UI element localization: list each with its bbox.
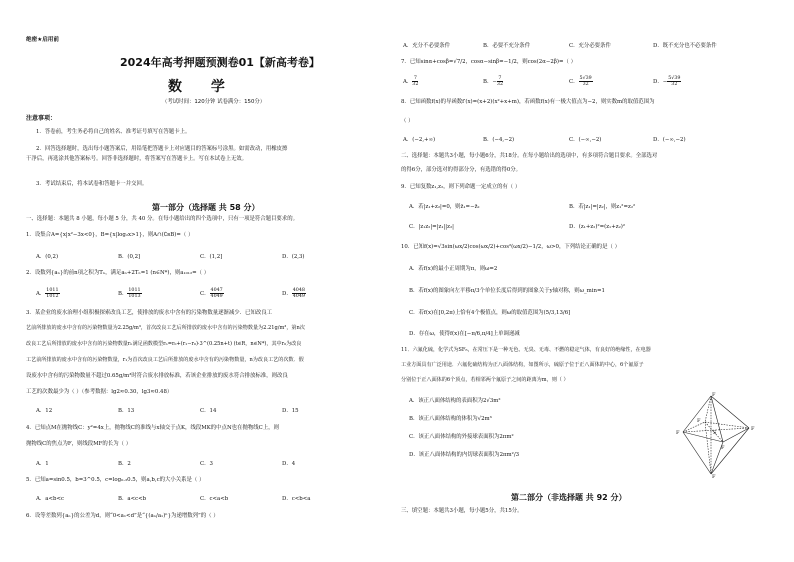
option-letter: C． <box>569 79 579 85</box>
fraction <box>127 288 141 299</box>
fraction <box>45 288 59 299</box>
q10-option-c: C．若f(x)在[0,2π)上恰有4个极值点，则ω的取值范围为(5/3,13/6] <box>409 310 571 316</box>
q6-option-a: A．充分不必要条件 <box>403 43 451 49</box>
q9-option-d: D．(z₁+z₂)²=(z₁+z₂)² <box>569 224 626 230</box>
q11-option-d: D．该正八面体结构的内切球表面积为2πm²/3 <box>409 452 520 458</box>
q8-option-b: B．(−4,−2) <box>483 137 515 143</box>
denominator: 32 <box>412 82 419 87</box>
question-1-stem: 1．设集合A={x|x²−3x<0}，B={x|log₂x>1}，则A∩(∁ʀB)=（ ） <box>26 232 194 238</box>
sign: − <box>662 79 668 85</box>
q6-option-c: C．充分必要条件 <box>569 43 611 49</box>
numerator: 7 <box>498 76 502 81</box>
question-3-line: 工艺的次数最少为（ ）（参考数据：lg2≈0.30，lg3≈0.48） <box>26 389 173 395</box>
question-3-line: 艺前所排放的废水中含有的污染物数量为2.25g/m³，首次改良工艺后所排放的废水中含有的污染物数量为2.21g/m³，第n次 <box>26 325 305 331</box>
q10-option-d: D．存在ω，使得f(x)在[−π/6,π/4]上单调递减 <box>409 331 520 337</box>
fraction <box>292 288 306 299</box>
numerator: 5√39 <box>668 76 681 81</box>
q7-option-c <box>569 76 593 87</box>
question-2-stem: 2．设数列{aₙ}的前n项之积为Tₙ，满足aₙ+2Tₙ=1 (n∈N*)，则a₁₀₁₂=（ ） <box>26 270 210 276</box>
q3-option-b: B．13 <box>118 408 135 414</box>
subject-title: 数 学 <box>168 79 237 95</box>
notice-item: 3．考试结束后，将本试卷和答题卡一并交回。 <box>36 181 148 187</box>
numerator: 1011 <box>128 288 141 293</box>
q5-option-c: C．c<a<b <box>200 496 229 502</box>
fraction <box>579 76 593 87</box>
option-letter: D． <box>282 291 292 297</box>
vertex-label: F <box>721 445 725 451</box>
question-8-line: （ ） <box>401 118 414 124</box>
question-11-line: 11．六氟化硫，化学式为SF₆，在常压下是一种无色、无臭、无毒、不燃的稳定气体，有良好的绝缘性，在电器 <box>401 347 651 353</box>
q2-option-b <box>118 288 142 299</box>
q5-option-d: D．c<b<a <box>282 496 311 502</box>
q4-option-b: B．2 <box>118 461 131 467</box>
question-11-line: 分别位于正八面体的6个顶点，若相邻两个氟原子之间的距离为m，则（ ） <box>401 377 569 383</box>
question-9-stem: 9．已知复数z₁,z₂，则下列命题一定成立的有（ ） <box>401 184 521 190</box>
denominator: 32 <box>496 82 503 87</box>
q9-option-a: A．若|z₁+z₂|=0，则z̄₁=−z̄₂ <box>409 204 480 210</box>
denominator: 1013 <box>128 294 141 299</box>
center-label: S <box>713 430 717 436</box>
question-10-stem: 10．已知f(x)=√3sin(ωx/2)cos(ωx/2)+cos²(ωx/2)−1/2，ω>0，下列结论正确的是（ ） <box>401 244 620 250</box>
question-5-stem: 5．已知a=sin0.5，b=3^0.5，c=log₀.₃0.5，则a,b,c的大小关系是（ ） <box>26 477 205 483</box>
option-letter: B． <box>483 79 493 85</box>
q3-option-d: D．15 <box>282 408 299 414</box>
question-4-line: 抛物线C的焦点为F，则线段MF的长为（ ） <box>26 441 132 447</box>
q4-option-d: D．4 <box>282 461 296 467</box>
q3-option-c: C．14 <box>200 408 217 414</box>
denominator: 32 <box>582 82 589 87</box>
exam-title: 2024年高考押题预测卷01【新高考卷】 <box>120 56 320 69</box>
option-letter: D． <box>653 79 663 85</box>
question-3-line: 设废水中含有的污染物数量不超过0.65g/m³时符合废水排放标准，若该企业排放的废水符合排放标准，则改良 <box>26 373 288 379</box>
q6-option-b: B．必要不充分条件 <box>483 43 531 49</box>
notice-item: 1．答卷前，考生务必将自己的姓名、准考证号填写在答题卡上。 <box>36 129 191 135</box>
q1-option-c: C．(1,2] <box>200 254 223 260</box>
q3-option-a: A．12 <box>36 408 53 414</box>
q8-option-a: A．(−2,+∞) <box>403 137 436 143</box>
q9-option-c: C．|z₁z₂|=|z₁||z₂| <box>409 224 454 230</box>
exam-info: （考试时间：120分钟 试卷满分：150分） <box>162 99 266 105</box>
q1-option-a: A．(0,2) <box>36 254 59 260</box>
vertex-label: F <box>712 474 716 478</box>
q4-option-a: A．1 <box>36 461 49 467</box>
q4-option-c: C．3 <box>200 461 213 467</box>
notice-item: 干净后，再选涂其他答案标号。回答非选择题时，将答案写在答题卡上。写在本试卷上无效。 <box>26 156 248 162</box>
denominator: 4049 <box>292 294 305 299</box>
q1-option-b: B．(0,2] <box>118 254 141 260</box>
section-3-intro: 三、填空题：本题共3小题，每小题5分，共15分。 <box>401 508 523 514</box>
q10-option-a: A．若f(x)的最小正周期为π，则ω=2 <box>409 266 498 272</box>
part1-heading: 第一部分（选择题 共 58 分） <box>152 203 260 212</box>
vertex-label: F <box>751 426 755 432</box>
vertex-label: F <box>676 430 680 436</box>
secret-label: 绝密★启用前 <box>26 37 59 43</box>
numerator: 5√39 <box>579 76 592 81</box>
denominator: 4049 <box>210 294 223 299</box>
q5-option-b: B．a<c<b <box>118 496 147 502</box>
fraction <box>667 76 681 87</box>
q5-option-a: A．a<b<c <box>36 496 65 502</box>
option-letter: C． <box>200 291 210 297</box>
question-8-line: 8．已知函数f(x)的导函数f′(x)=(x+2)(x²+x+m)，若函数f(x)有一极大值点为−2，则实数m的取值范围为 <box>401 99 655 105</box>
fraction <box>210 288 224 299</box>
option-letter: A． <box>36 291 46 297</box>
q8-option-d: D．(−∞,−2) <box>653 137 686 143</box>
question-11-line: 工业方面具有广泛用途．六氟化硫结构为正八面体结构，如图所示，硫原子位于正八面体的中心，6个氟原子 <box>401 362 644 368</box>
q1-option-d: D．(2,3) <box>282 254 305 260</box>
question-3-line: 工艺前所排放的废水中含有的污染物数量，r₁为首次改良工艺后所排放的废水中含有的污染物数量，n为改良工艺的次数．假 <box>26 357 304 363</box>
q7-option-a <box>403 76 418 87</box>
notice-heading: 注意事项： <box>26 115 57 122</box>
question-4-line: 4．已知点M在抛物线C：y²=4x上，抛物线C的准线与x轴交于点K，线段MK的中点N也在抛物线C上，则 <box>26 425 279 431</box>
question-6-stem: 6．设等差数列{aₙ}的公差为d，则“0<a₁<d”是“{(aₙ/a₁)ⁿ}为递增数列”的（ ） <box>26 513 219 519</box>
q8-option-c: C．(−∞,−2) <box>569 137 602 143</box>
vertex-label: F <box>697 418 701 424</box>
q6-option-d: D．既不充分也不必要条件 <box>653 43 717 49</box>
fraction <box>497 76 503 87</box>
q11-option-c: C．该正八面体结构的外接球表面积为2πm² <box>409 434 514 440</box>
q11-option-b: B．该正八面体结构的体积为√2m³ <box>409 416 492 422</box>
option-letter: A． <box>403 79 413 85</box>
q7-option-d <box>653 76 681 87</box>
octahedron-figure <box>669 392 759 478</box>
denominator: 1012 <box>46 294 59 299</box>
q11-option-a: A．该正八面体结构的表面积为2√3m² <box>409 398 501 404</box>
sign: − <box>492 79 497 85</box>
question-3-line: 改良工艺后所排放的废水中含有的污染物数量rₙ满足函数模型rₙ=r₀+(r₁−r₀)·3^(0.25n+t) (t∈R，n∈N*)，其中r₀为改良 <box>26 341 302 347</box>
notice-item: 2．回答选择题时，选出每小题答案后，用铅笔把答题卡上对应题目的答案标号涂黑。如需改动，用橡皮擦 <box>36 146 288 152</box>
q9-option-b: B．若|z₁|=|z₂|，则z₁²=z₂² <box>569 204 636 210</box>
option-letter: B． <box>118 291 128 297</box>
numerator: 4047 <box>210 288 223 293</box>
denominator: 32 <box>671 82 678 87</box>
question-7-stem: 7．已知sinα+cosβ=√7/2，cosα−sinβ=−1/2，则cos(2α−2β)=（ ） <box>401 59 577 65</box>
fraction <box>412 76 418 87</box>
section-2-intro: 的得6分，部分选对的得部分分，有选错的得0分。 <box>401 167 522 173</box>
q7-option-b <box>483 76 503 87</box>
q2-option-a <box>36 288 60 299</box>
q10-option-b: B．若f(x)的图象向左平移π/3个单位长度后得到的图象关于y轴对称，则ω_min=1 <box>409 288 605 294</box>
vertex-label: F <box>712 392 716 398</box>
numerator: 7 <box>413 76 417 81</box>
part1-intro: 一、选择题：本题共 8 小题，每小题 5 分，共 40 分。在每小题给出的四个选项中，只有一项是符合题目要求的。 <box>26 216 298 222</box>
section-2-intro: 二、选择题：本题共3小题，每小题6分，共18分。在每小题给出的选项中，有多项符合题目要求。全部选对 <box>401 153 658 159</box>
numerator: 4048 <box>292 288 305 293</box>
part2-heading: 第二部分（非选择题 共 92 分） <box>511 493 627 502</box>
q2-option-c <box>200 288 224 299</box>
q2-option-d <box>282 288 306 299</box>
question-3-line: 3．某企业的废水治理小组积极探索改良工艺，使排放的废水中含有的污染物数量逐渐减少．已知改良工 <box>26 310 273 316</box>
numerator: 1011 <box>46 288 59 293</box>
